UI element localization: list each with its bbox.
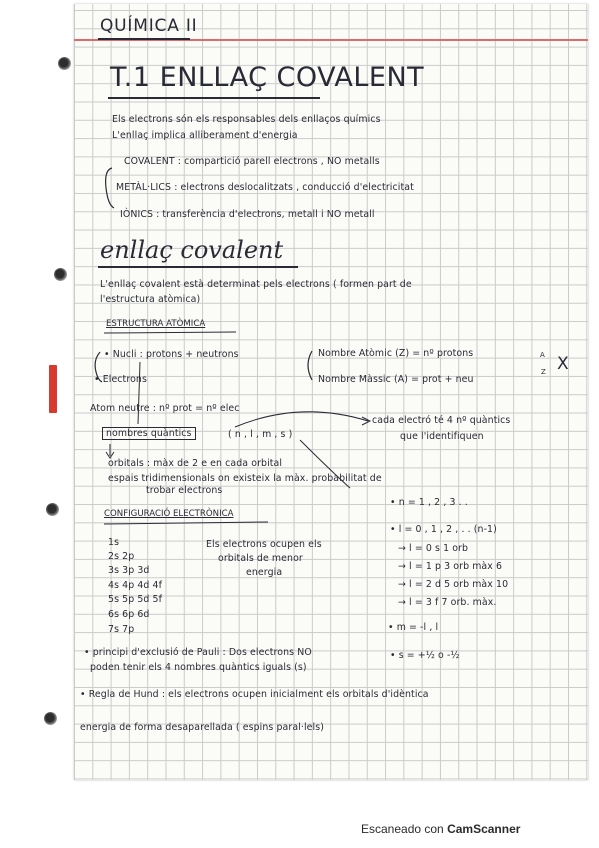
definition-line: l'estructura atòmica) (100, 294, 201, 305)
hund-line: energia de forma desaparellada ( espins paral·lels) (80, 722, 324, 733)
hund-line: • Regla de Hund : els electrons ocupen inicialment els orbitals d'idèntica (80, 689, 429, 700)
config-row: 3s 3p 3d (108, 565, 150, 576)
qn-l-value: → l = 3 f 7 orb. màx. (398, 597, 497, 608)
course-title: QUÍMICA II (100, 16, 198, 36)
bond-type-item: METÀL·LICS : electrons deslocalitzats , conducció d'electricitat (116, 182, 414, 193)
qn-l-value: → l = 2 d 5 orb màx 10 (398, 579, 509, 590)
quantum-note: cada electró té 4 nº quàntics (372, 415, 511, 426)
electrons-line: • Electrons (94, 374, 147, 385)
qn-n: • n = 1 , 2 , 3 . . (390, 497, 468, 508)
config-row: 4s 4p 4d 4f (108, 580, 162, 591)
mass-number-line: Nombre Màssic (A) = prot + neu (318, 374, 474, 385)
bond-type-item: IÒNICS : transferència d'electrons, metall i NO metall (120, 209, 375, 220)
config-row: 5s 5p 5d 5f (108, 594, 162, 605)
config-row: 1s (108, 537, 120, 548)
qn-m: • m = -l , l (388, 622, 439, 633)
nucleus-line: • Nucli : protons + neutrons (104, 349, 239, 360)
pauli-line: • principi d'exclusió de Pauli : Dos electrons NO (84, 647, 312, 658)
config-note: Els electrons ocupen els (206, 539, 322, 550)
orbitals-line: orbitals : màx de 2 e en cada orbital (108, 458, 283, 469)
atomic-number-subscript: Z (541, 368, 546, 376)
quantum-note: que l'identifiquen (400, 431, 484, 442)
section-subtitle: enllaç covalent (100, 236, 284, 264)
atomic-structure-heading: ESTRUCTURA ATÒMICA (106, 319, 206, 329)
quantum-letters: ( n , l , m , s ) (228, 429, 293, 440)
pauli-line: poden tenir els 4 nombres quàntics iguals (s) (90, 662, 307, 673)
scanner-watermark: Escaneado con CamScanner (361, 822, 521, 836)
intro-line: L'enllaç implica alliberament d'energia (112, 130, 298, 141)
atomic-number-line: Nombre Atòmic (Z) = nº protons (318, 348, 474, 359)
config-row: 7s 7p (108, 624, 135, 635)
mass-number-superscript: A (540, 351, 545, 359)
config-row: 2s 2p (108, 551, 135, 562)
orbitals-line: trobar electrons (146, 485, 223, 496)
orbitals-line: espais tridimensionals on existeix la màx. probabilitat de (108, 473, 382, 484)
qn-l-value: → l = 1 p 3 orb màx 6 (398, 561, 503, 572)
intro-line: Els electrons són els responsables dels enllaços químics (112, 114, 381, 125)
qn-s: • s = +½ o -½ (390, 650, 460, 661)
neutral-atom-line: Atom neutre : nº prot = nº elec (90, 403, 240, 414)
definition-line: L'enllaç covalent està determinat pels electrons ( formen part de (100, 279, 412, 290)
quantum-numbers-box: nombres quàntics (102, 427, 196, 440)
config-note: energia (246, 567, 283, 578)
bond-type-item: COVALENT : compartició parell electrons , NO metalls (124, 156, 380, 167)
config-heading: CONFIGURACIÓ ELECTRÒNICA (104, 509, 234, 519)
qn-l-value: → l = 0 s 1 orb (398, 543, 469, 554)
topic-title: T.1 ENLLAÇ COVALENT (110, 62, 425, 93)
element-symbol: X (557, 354, 569, 374)
config-row: 6s 6p 6d (108, 609, 150, 620)
qn-l: • l = 0 , 1 , 2 , . . (n-1) (390, 524, 497, 535)
config-note: orbitals de menor (218, 553, 303, 564)
